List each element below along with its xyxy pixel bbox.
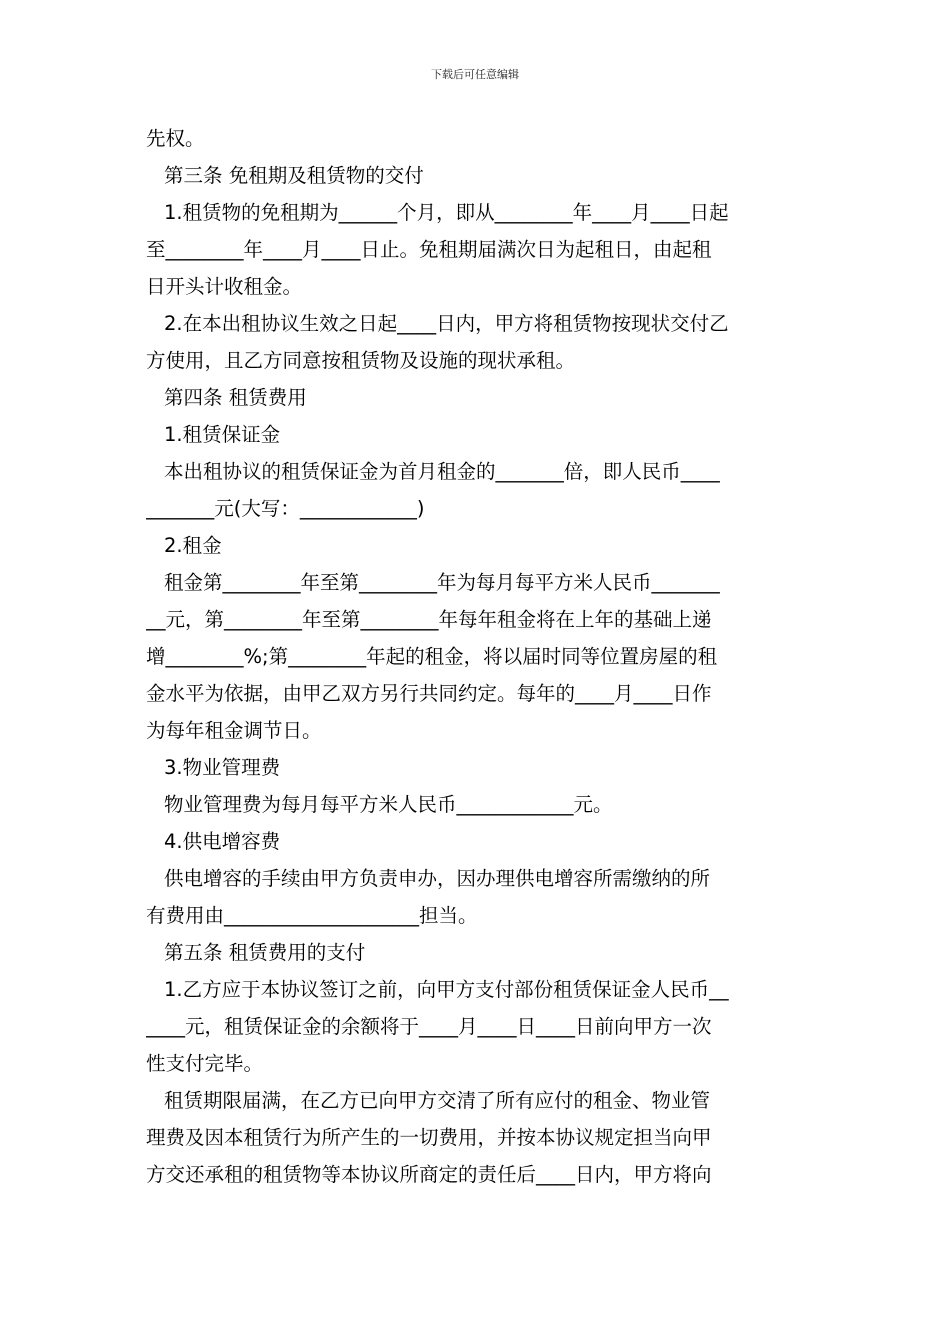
article-heading: 第三条 免租期及租赁物的交付 — [164, 164, 424, 187]
text-line: 2.在本出租协议生效之日起____日内，甲方将租赁物按现状交付乙 — [164, 312, 729, 335]
text-line: 方使用，且乙方同意按租赁物及设施的现状承租。 — [146, 349, 576, 372]
clause-heading: 1.租赁保证金 — [164, 423, 281, 446]
text-line: 供电增容的手续由甲方负责申办，因办理供电增容所需缴纳的所 — [164, 867, 711, 890]
text-line: 本出租协议的租赁保证金为首月租金的_______倍，即人民币____ — [164, 460, 720, 483]
text-line: 物业管理费为每月每平方米人民币____________元。 — [164, 793, 613, 816]
text-line: 租金第________年至第________年为每月每平方米人民币_______ — [164, 571, 720, 594]
text-line: 金水平为依据，由甲乙双方另行共同约定。每年的____月____日作 — [146, 682, 712, 705]
text-line: 日开头计收租金。 — [146, 275, 303, 298]
text-line: _______元(大写：____________) — [146, 497, 425, 520]
text-line: 先权。 — [146, 127, 205, 150]
text-line: 1.租赁物的免租期为______个月，即从________年____月____日起 — [164, 201, 729, 224]
text-line: 为每年租金调节日。 — [146, 719, 322, 742]
text-line: 有费用由____________________担当。 — [146, 904, 478, 927]
text-line: 租赁期限届满，在乙方已向甲方交清了所有应付的租金、物业管 — [164, 1089, 711, 1112]
page-header: 下载后可任意编辑 — [431, 68, 519, 81]
clause-heading: 3.物业管理费 — [164, 756, 281, 779]
text-line: 1.乙方应于本协议签订之前，向甲方支付部份租赁保证金人民币__ — [164, 978, 729, 1001]
text-line: 理费及因本租赁行为所产生的一切费用，并按本协议规定担当向甲 — [146, 1126, 712, 1149]
text-line: __元，第________年至第________年每年租金将在上年的基础上递 — [146, 608, 712, 631]
article-heading: 第四条 租赁费用 — [164, 386, 307, 409]
text-line: ____元，租赁保证金的余额将于____月____日____日前向甲方一次 — [146, 1015, 712, 1038]
document-body — [146, 120, 816, 1193]
clause-heading: 2.租金 — [164, 534, 222, 557]
text-line: 增________%;第________年起的租金，将以届时同等位置房屋的租 — [146, 645, 718, 668]
text-line: 性支付完毕。 — [146, 1052, 264, 1075]
article-heading: 第五条 租赁费用的支付 — [164, 941, 366, 964]
text-line: 至________年____月____日止。免租期届满次日为起租日，由起租 — [146, 238, 712, 261]
clause-heading: 4.供电增容费 — [164, 830, 281, 853]
text-line: 方交还承租的租赁物等本协议所商定的责任后____日内，甲方将向 — [146, 1163, 712, 1186]
